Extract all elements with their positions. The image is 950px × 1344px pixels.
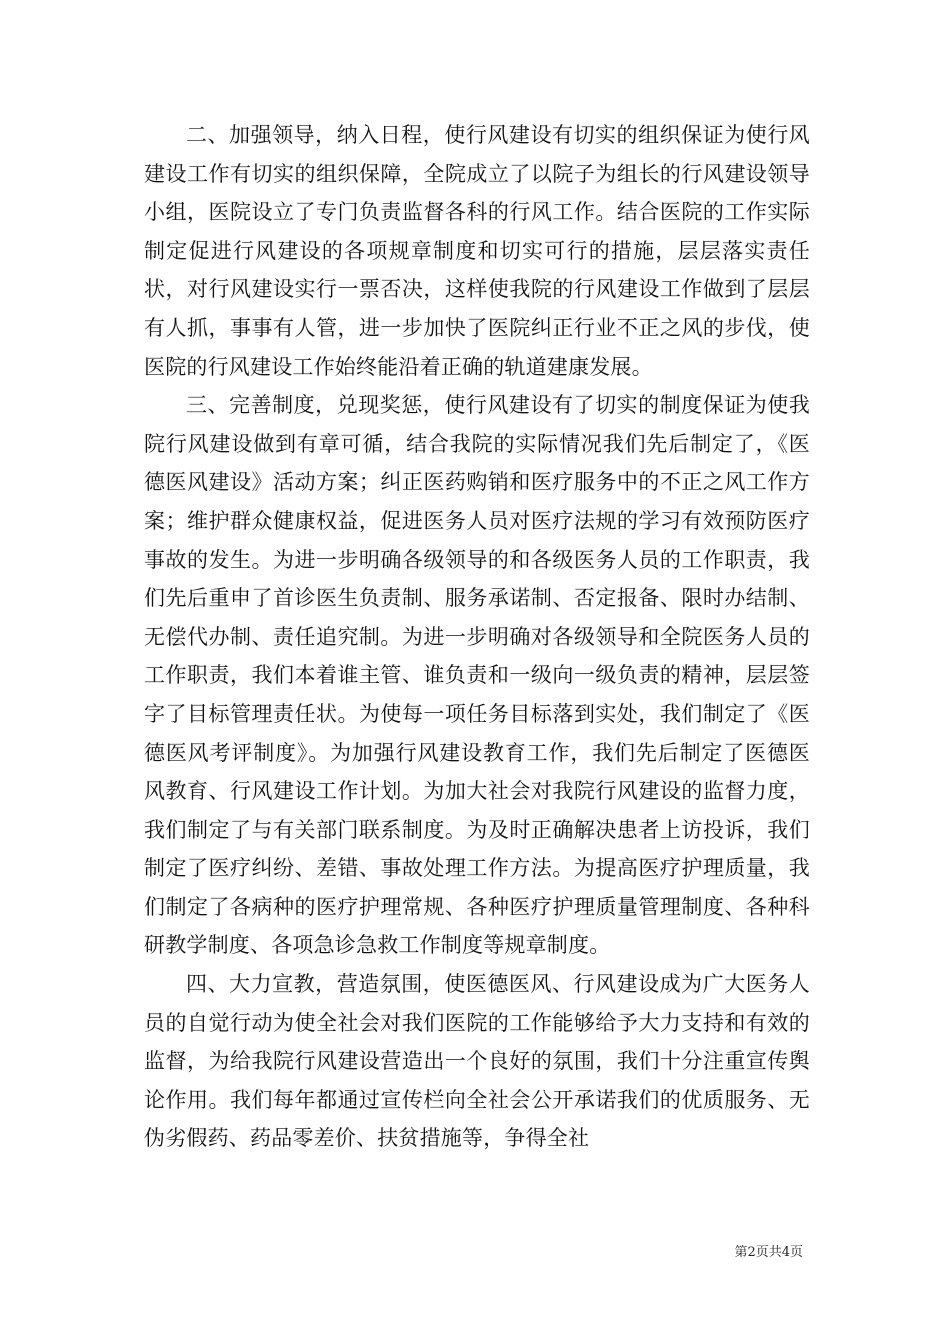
paragraph-publicity: 四、大力宣教，营造氛围，使医德医风、行风建设成为广大医务人员的自觉行动为使全社会对我们医院的工作能够给予大力支持和有效的监督，为给我院行风建设营造出一个良好的氛围，我们十分注重宣传舆论作用。我们每年都通过宣传栏向全社会公开承诺我们的优质服务、无伪劣假药、药品零差价、扶贫措施等，争得全社 (144, 972, 810, 1151)
paragraph-leadership: 二、加强领导，纳入日程，使行风建设有切实的组织保证为使行风建设工作有切实的组织保障，全院成立了以院子为组长的行风建设领导小组，医院设立了专门负责监督各科的行风工作。结合医院的工作实际制定促进行风建设的各项规章制度和切实可行的措施，层层落实责任状，对行风建设实行一票否决，这样使我院的行风建设工作做到了层层有人抓，事事有人管，进一步加快了医院纠正行业不正之风的步伐，使医院的行风建设工作始终能沿着正确的轨道建康发展。 (144, 123, 810, 379)
page-number-footer: 第2页共4页 (734, 1245, 803, 1260)
document-body (144, 116, 810, 1158)
paragraph-system: 三、完善制度，兑现奖惩，使行风建设有了切实的制度保证为使我院行风建设做到有章可循，结合我院的实际情况我们先后制定了，《医德医风建设》活动方案；纠正医药购销和医疗服务中的不正之风工作方案；维护群众健康权益，促进医务人员对医疗法规的学习有效预防医疗事故的发生。为进一步明确各级领导的和各级医务人员的工作职责，我们先后重申了首诊医生负责制、服务承诺制、否定报备、限时办结制、无偿代办制、责任追究制。为进一步明确对各级领导和全院医务人员的工作职责，我们本着谁主管、谁负责和一级向一级负责的精神，层层签字了目标管理责任状。为使每一项任务目标落到实处，我们制定了《医德医风考评制度》。为加强行风建设教育工作，我们先后制定了医德医风教育、行风建设工作计划。为加大社会对我院行风建设的监督力度，我们制定了与有关部门联系制度。为及时正确解决患者上访投诉，我们制定了医疗纠纷、差错、事故处理工作方法。为提高医疗护理质量，我们制定了各病种的医疗护理常规、各种医疗护理质量管理制度、各种科研教学制度、各项急诊急救工作制度等规章制度。 (144, 393, 810, 958)
